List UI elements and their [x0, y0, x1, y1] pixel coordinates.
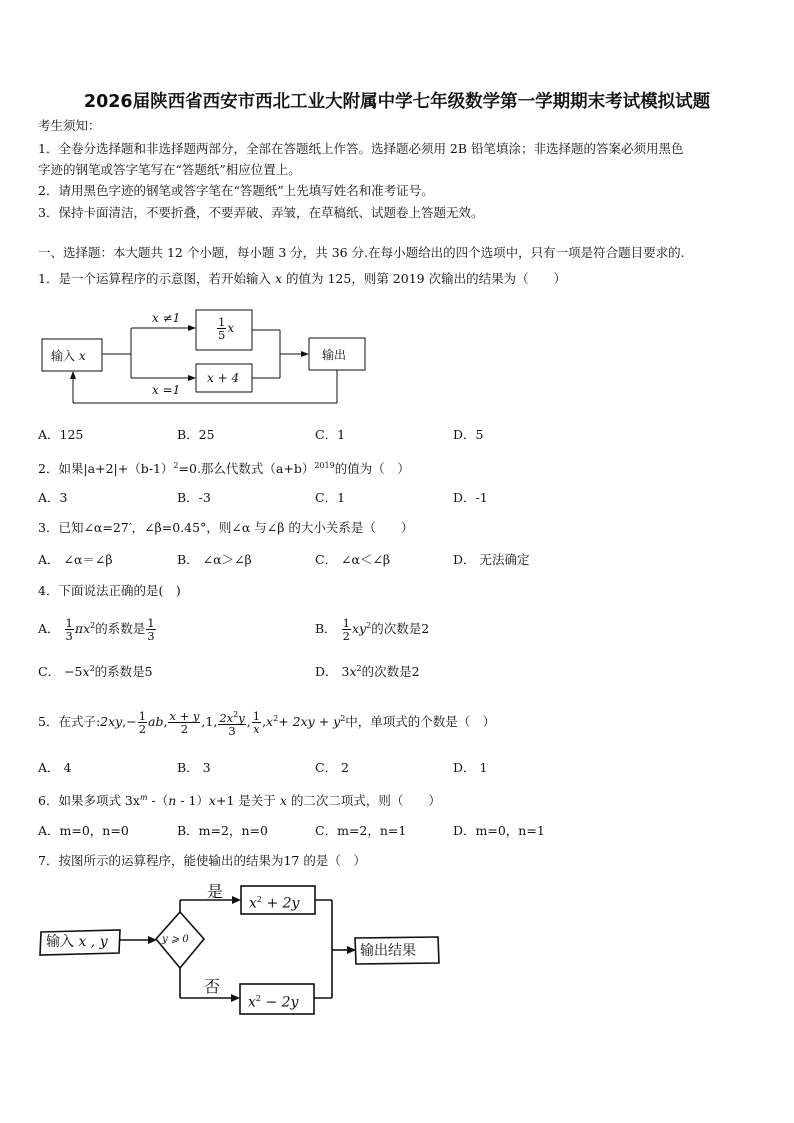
- notice-line-2: 字迹的钢笔或答字笔写在“答题纸”相应位置上。: [38, 162, 301, 177]
- q2-option-c: C．1: [315, 490, 346, 505]
- q2-option-b: B．-3: [177, 490, 211, 505]
- q3-option-a: A． ∠α＝∠β: [38, 552, 113, 567]
- q4-option-c: C． $-5x^2$的系数是5: [38, 664, 153, 680]
- question-1-stem: 1．是一个运算程序的示意图，若开始输入 x 的值为 125，则第 2019 次输出的结果为（ ）: [38, 271, 567, 286]
- flowchart2-output-box: 输出结果: [360, 943, 416, 959]
- flowchart-condition-bottom: x =1: [152, 383, 181, 397]
- notice-line-1: 1．全卷分选择题和非选择题两部分，全部在答题纸上作答。选择题必须用 2B 铅笔填涂；非选择题的答案必须用黑色: [38, 141, 684, 156]
- q6-option-c: C．m=2，n=1: [315, 823, 407, 838]
- q6-option-d: D．m=0，n=1: [453, 823, 545, 838]
- q3-option-d: D． 无法确定: [453, 552, 530, 567]
- q5-option-c: C． 2: [315, 760, 349, 775]
- flowchart2-box-bottom: $x^2 - 2y$: [248, 994, 299, 1011]
- question-6-stem: 6．如果多项式 $3x^m$ -（n - 1）x+1 是关于 x 的二次二项式，则（ ）: [38, 793, 441, 809]
- q1-option-c: C．1: [315, 427, 346, 442]
- flowchart-box-top: $\frac{1}{5}$ x: [218, 315, 235, 342]
- flowchart-output-box: 输出: [322, 348, 347, 362]
- flowchart2-condition: y ⩾ 0: [162, 934, 189, 945]
- q4-option-d: D． $3x^2$的次数是2: [315, 664, 420, 680]
- q5-option-a: A． 4: [38, 760, 72, 775]
- q6-option-a: A．m=0，n=0: [38, 823, 129, 838]
- flowchart-condition-top: x ≠1: [152, 311, 181, 325]
- flowchart-input-box: 输入 x: [51, 349, 86, 363]
- notice-line-3: 2．请用黑色字迹的钢笔或答字笔在“答题纸”上先填写姓名和准考证号。: [38, 183, 434, 198]
- q1-option-b: B．25: [177, 427, 215, 442]
- page-title: 2026届陕西省西安市西北工业大附属中学七年级数学第一学期期末考试模拟试题: [83, 92, 711, 112]
- q5-option-b: B． 3: [177, 760, 211, 775]
- q1-option-d: D．5: [453, 427, 484, 442]
- notice-heading: 考生须知：: [38, 118, 101, 133]
- question-4-stem: 4．下面说法正确的是( ): [38, 583, 181, 598]
- flowchart2-input-box: 输入 x , y: [46, 934, 108, 950]
- q4-option-b: B． $\frac{1}{2}$ $xy^2$的次数是2: [315, 616, 430, 644]
- flowchart-box-bottom: x + 4: [207, 371, 240, 385]
- q1-option-a: A．125: [38, 427, 84, 442]
- flowchart2-box-top: $x^2 + 2y$: [249, 895, 300, 912]
- notice-line-4: 3．保持卡面清洁，不要折叠，不要弄破、弄皱，在草稿纸、试题卷上答题无效。: [38, 205, 484, 220]
- q6-option-b: B．m=2，n=0: [177, 823, 268, 838]
- q2-option-a: A．3: [38, 490, 68, 505]
- flowchart2-no-label: 否: [204, 977, 221, 996]
- question-2-stem: 2．如果$|a+2|+(b-1)^2=0$.那么代数式$(a+b)^{2019}$的值为（ ）: [38, 461, 410, 477]
- flowchart2-yes-label: 是: [207, 882, 224, 901]
- q4-option-a: A． $\frac{1}{3}$ $\pi x^2$的系数是 $\frac{1}{3}$: [38, 616, 155, 644]
- q2-option-d: D．-1: [453, 490, 488, 505]
- question-7-stem: 7．按图所示的运算程序，能使输出的结果为17 的是（ ）: [38, 853, 366, 868]
- q3-option-b: B． ∠α＞∠β: [177, 552, 252, 567]
- q3-option-c: C． ∠α＜∠β: [315, 552, 391, 567]
- question-5-stem: 5．在式子:2xy,− $\frac{1}{2}$ ab, $\frac{x + y}{2}$ ,1, $\frac{2x^2y}{3}$ , $\frac{1}{x}$ $,x^2+ 2xy + y^2$中，单项式的个数是（ ）: [38, 709, 496, 738]
- q5-option-d: D． 1: [453, 760, 488, 775]
- section-heading: 一、选择题：本大题共 12 个小题，每小题 3 分，共 36 分.在每小题给出的四个选项中，只有一项是符合题目要求的.: [38, 245, 685, 260]
- question-3-stem: 3．已知∠α=27′，∠β=0.45°，则∠α 与∠β 的大小关系是（ ）: [38, 520, 414, 535]
